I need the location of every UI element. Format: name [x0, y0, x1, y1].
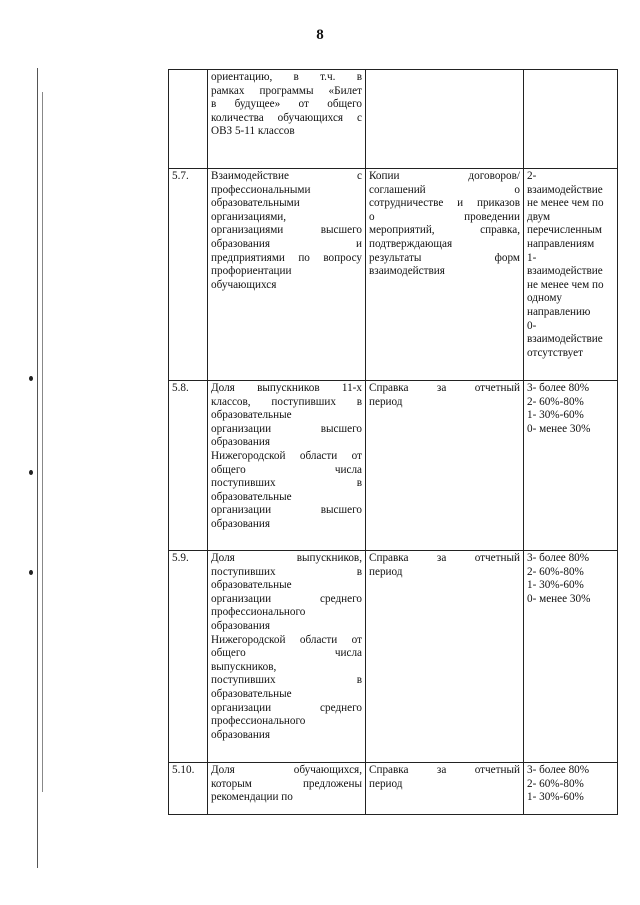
indicator-line: поступивших в — [211, 477, 362, 490]
indicator-line: общего числа — [211, 647, 362, 660]
indicator-line: Взаимодействие с — [211, 170, 362, 182]
indicator-line: предприятиями по вопросу — [211, 251, 362, 264]
indicator-line: образовательные — [211, 579, 292, 592]
page-number: 8 — [316, 27, 324, 43]
indicator-line: поступивших в — [211, 565, 362, 578]
indicator-line: образования — [211, 728, 271, 741]
indicator-cell — [208, 763, 366, 815]
score-line: 1- 30%-60% — [527, 791, 584, 804]
score-line: 2- 60%-80% — [527, 565, 584, 578]
indicator-line: профессионального — [211, 606, 306, 619]
indicator-line: ОВЗ 5-11 классов — [211, 125, 295, 138]
score-line: 2- 60%-80% — [527, 395, 584, 408]
score-line: перечисленным — [527, 224, 602, 237]
criteria-table-body — [169, 70, 618, 815]
score-line: не менее чем по — [527, 197, 604, 210]
row-number-cell — [169, 381, 208, 551]
row-number: 5.9. — [172, 552, 189, 564]
document-line: период — [369, 777, 403, 790]
document-line: Справка за отчетный — [369, 764, 520, 776]
document-line: период — [369, 565, 403, 578]
score-line: направлению — [527, 305, 591, 318]
indicator-line: в будущее» от общего — [211, 98, 362, 111]
document-line: сотрудничестве и приказов — [369, 197, 520, 210]
indicator-line: поступивших в — [211, 674, 362, 687]
indicator-line: организациями, — [211, 210, 287, 223]
indicator-line: организациями высшего — [211, 224, 362, 237]
indicator-line: образования — [211, 619, 271, 632]
score-line: взаимодействие — [527, 183, 603, 196]
indicator-line: ориентацию, в т.ч. в — [211, 71, 362, 83]
table-row — [169, 381, 618, 551]
score-cell — [524, 169, 618, 381]
score-line: 1- 30%-60% — [527, 409, 584, 422]
score-line: 0- — [527, 319, 537, 332]
indicator-line: профориентации — [211, 265, 292, 278]
indicator-cell — [208, 551, 366, 763]
score-cell — [524, 70, 618, 169]
indicator-line: организации среднего — [211, 701, 362, 714]
document-line: мероприятий, справка, — [369, 224, 520, 237]
punch-hole — [29, 376, 33, 381]
indicator-line: общего числа — [211, 463, 362, 476]
score-line: 3- более 80% — [527, 764, 590, 776]
score-line: 2- — [527, 170, 537, 182]
documents-cell — [366, 70, 524, 169]
row-number-cell — [169, 169, 208, 381]
score-line: взаимодействие — [527, 265, 603, 278]
indicator-line: профессионального — [211, 715, 306, 728]
score-line: 3- более 80% — [527, 382, 590, 394]
punch-hole — [29, 570, 33, 575]
table-row — [169, 551, 618, 763]
documents-cell — [366, 551, 524, 763]
score-line: 1- — [527, 251, 537, 264]
score-cell — [524, 381, 618, 551]
score-line: не менее чем по — [527, 278, 604, 291]
criteria-table — [168, 69, 618, 815]
indicator-line: выпускников, — [211, 660, 277, 673]
indicator-line: образовательные — [211, 687, 292, 700]
score-line: направлениям — [527, 237, 595, 250]
indicator-line: образования и — [211, 237, 362, 250]
indicator-line: Доля выпускников 11-х — [211, 382, 362, 394]
score-line: 0- менее 30% — [527, 592, 591, 605]
table-row — [169, 70, 618, 169]
indicator-line: организации высшего — [211, 504, 362, 517]
table-row — [169, 763, 618, 815]
indicator-line: образовательными — [211, 197, 300, 210]
score-line: двум — [527, 210, 551, 223]
row-number-cell — [169, 763, 208, 815]
score-line: одному — [527, 292, 563, 305]
document-line: Справка за отчетный — [369, 552, 520, 564]
row-number: 5.8. — [172, 382, 189, 394]
indicator-line: Нижегородской области от — [211, 449, 362, 462]
indicator-line: Доля обучающихся, — [211, 764, 362, 776]
row-number: 5.10. — [172, 764, 195, 776]
score-cell — [524, 763, 618, 815]
document-line: период — [369, 395, 403, 408]
indicator-line: рамках программы «Билет — [211, 84, 362, 97]
binder-line-secondary — [42, 92, 43, 792]
document-line: результаты форм — [369, 251, 520, 264]
score-line: взаимодействие — [527, 333, 603, 346]
indicator-line: количества обучающихся с — [211, 111, 362, 124]
document-line: Копии договоров/ — [369, 170, 520, 182]
document-line: взаимодействия — [369, 265, 445, 278]
indicator-cell — [208, 169, 366, 381]
row-number-cell — [169, 551, 208, 763]
score-cell — [524, 551, 618, 763]
table-row — [169, 169, 618, 381]
documents-cell — [366, 763, 524, 815]
indicator-cell — [208, 70, 366, 169]
document-line: Справка за отчетный — [369, 382, 520, 394]
indicator-line: профессиональными — [211, 183, 311, 196]
document-line: о проведении — [369, 210, 520, 223]
indicator-line: образовательные — [211, 490, 292, 503]
indicator-line: образовательные — [211, 409, 292, 422]
binder-line — [37, 68, 38, 868]
indicator-line: образования — [211, 517, 271, 530]
row-number: 5.7. — [172, 170, 189, 182]
score-line: отсутствует — [527, 346, 583, 359]
indicator-line: организации среднего — [211, 592, 362, 605]
indicator-line: организации высшего — [211, 422, 362, 435]
indicator-cell — [208, 381, 366, 551]
documents-cell — [366, 381, 524, 551]
indicator-line: Нижегородской области от — [211, 633, 362, 646]
row-number-cell — [169, 70, 208, 169]
score-line: 3- более 80% — [527, 552, 590, 564]
indicator-line: рекомендации по — [211, 791, 293, 804]
score-line: 0- менее 30% — [527, 422, 591, 435]
document-line: соглашений о — [369, 183, 520, 196]
score-line: 1- 30%-60% — [527, 579, 584, 592]
indicator-line: образования — [211, 436, 271, 449]
documents-cell — [366, 169, 524, 381]
indicator-line: обучающихся — [211, 278, 277, 291]
indicator-line: которым предложены — [211, 777, 362, 790]
score-line: 2- 60%-80% — [527, 777, 584, 790]
indicator-line: Доля выпускников, — [211, 552, 362, 564]
indicator-line: классов, поступивших в — [211, 395, 362, 408]
document-line: подтверждающая — [369, 237, 453, 250]
punch-hole — [29, 470, 33, 475]
